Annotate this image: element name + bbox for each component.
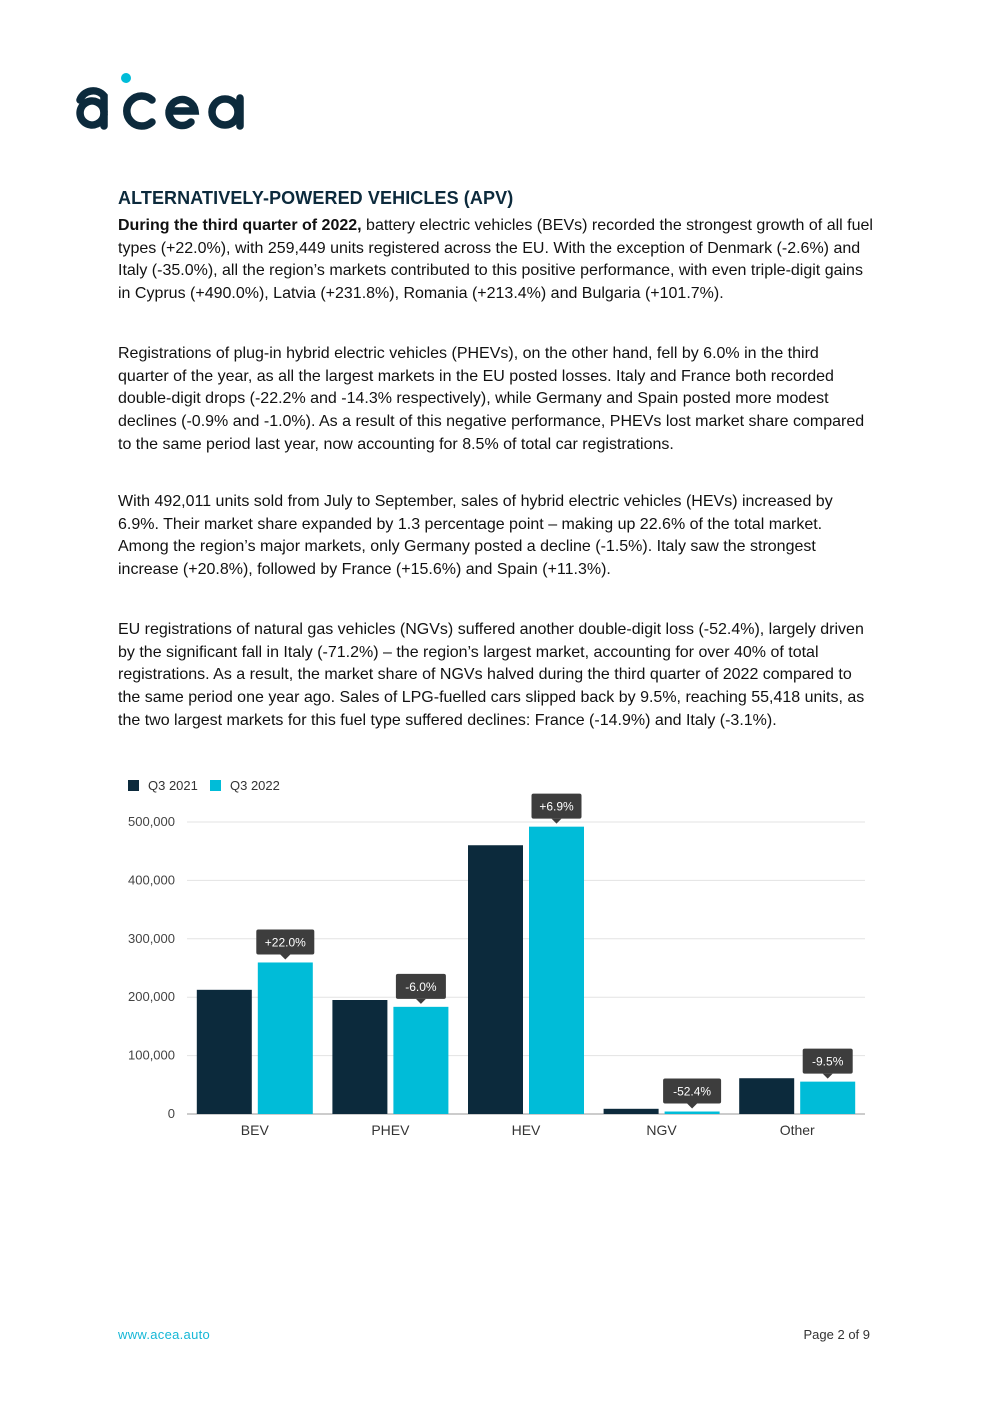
acea-logo [74, 64, 244, 140]
bar-hev-q3-2022 [529, 827, 584, 1114]
bar-bev-q3-2021 [197, 990, 252, 1114]
section-title: ALTERNATIVELY-POWERED VEHICLES (APV) [118, 188, 514, 208]
y-tick-label: 400,000 [128, 872, 175, 888]
x-tick-label: BEV [240, 1122, 269, 1138]
bar-other-q3-2022 [800, 1082, 855, 1114]
legend-swatch-2 [210, 780, 221, 791]
bar-phev-q3-2021 [332, 1000, 387, 1114]
y-tick-label: 100,000 [128, 1047, 175, 1063]
registrations-bar-chart [112, 770, 882, 1150]
paragraph-ngv [118, 619, 873, 733]
change-callout-pointer [687, 1104, 697, 1109]
paragraph-bev-text: battery electric vehicles (BEVs) recorded the strongest growth of all fuel types (+22.0%), with 259,449 units registered across the EU. With the exception of Denmark (-2.6%) and Italy (-35.0%), all the region’s markets contributed to this positive performance, with even triple-digit gains in Cyprus (+490.0%), Latvia (+231.8%), Romania (+213.4%) and Bulgaria (+101.7%). [118, 217, 873, 303]
paragraph-phev-text: Registrations of plug-in hybrid electric vehicles (PHEVs), on the other hand, fell by 6.0% in the third quarter of the year, as all the largest markets in the EU posted losses. Italy and France both recorded double-digit drops (-22.2% and -14.3% respectively), while Germany and Spain posted more modest declines (-0.9% and -1.0%). As a result of this negative performance, PHEVs lost market share compared to the same period last year, now accounting for 8.5% of total car registrations. [118, 345, 865, 453]
paragraph-bev [118, 215, 873, 306]
paragraph-phev [118, 343, 873, 457]
paragraph-lead: During the third quarter of 2022, [118, 217, 362, 234]
change-callout-label: -9.5% [812, 1054, 844, 1069]
x-tick-label: NGV [646, 1122, 677, 1138]
legend-swatch-1 [128, 780, 139, 791]
x-tick-label: PHEV [371, 1122, 410, 1138]
footer-page-number: Page 2 of 9 [803, 1327, 870, 1342]
change-callout-label: +22.0% [264, 935, 306, 950]
change-callout-pointer [416, 999, 426, 1004]
y-tick-label: 0 [167, 1106, 175, 1121]
y-tick-label: 200,000 [128, 989, 175, 1005]
paragraph-ngv-text: EU registrations of natural gas vehicles (NGVs) suffered another double-digit loss (-52.4%), largely driven by the significant fall in Italy (-71.2%) – the region’s largest market, accounting for over 40% of total registrations. As a result, the market share of NGVs halved during the third quarter of 2022 compared to the same period one year ago. Sales of LPG-fuelled cars slipped back by 9.5%, reaching 55,418 units, as the two largest markets for this fuel type suffered declines: France (-14.9%) and Italy (-3.1%). [118, 621, 865, 729]
y-tick-label: 300,000 [128, 930, 175, 946]
bar-bev-q3-2022 [258, 962, 313, 1114]
legend-label-1: Q3 2021 [148, 778, 198, 793]
bar-ngv-q3-2022 [665, 1112, 720, 1114]
footer-url[interactable]: www.acea.auto [118, 1327, 211, 1342]
change-callout-label: +6.9% [539, 799, 574, 814]
bar-phev-q3-2022 [393, 1007, 448, 1114]
change-callout-pointer [280, 954, 290, 959]
x-tick-label: HEV [511, 1122, 541, 1138]
bar-other-q3-2021 [739, 1078, 794, 1114]
change-callout-pointer [823, 1074, 833, 1079]
paragraph-hev-text: With 492,011 units sold from July to September, sales of hybrid electric vehicles (HEVs) increased by 6.9%. Their market share expanded by 1.3 percentage point – making up 22.6% of the total market. Among the region’s major markets, only Germany posted a decline (-1.5%). Italy saw the strongest increase (+20.8%), followed by France (+15.6%) and Spain (+11.3%). [118, 493, 833, 579]
bar-ngv-q3-2021 [604, 1109, 659, 1114]
bar-hev-q3-2021 [468, 845, 523, 1114]
change-callout-label: -6.0% [405, 979, 437, 994]
x-tick-label: Other [779, 1122, 815, 1138]
paragraph-hev [118, 491, 873, 582]
change-callout-label: -52.4% [673, 1084, 712, 1099]
y-tick-label: 500,000 [128, 814, 175, 829]
change-callout-pointer [552, 819, 562, 824]
legend-label-2: Q3 2022 [230, 778, 280, 793]
